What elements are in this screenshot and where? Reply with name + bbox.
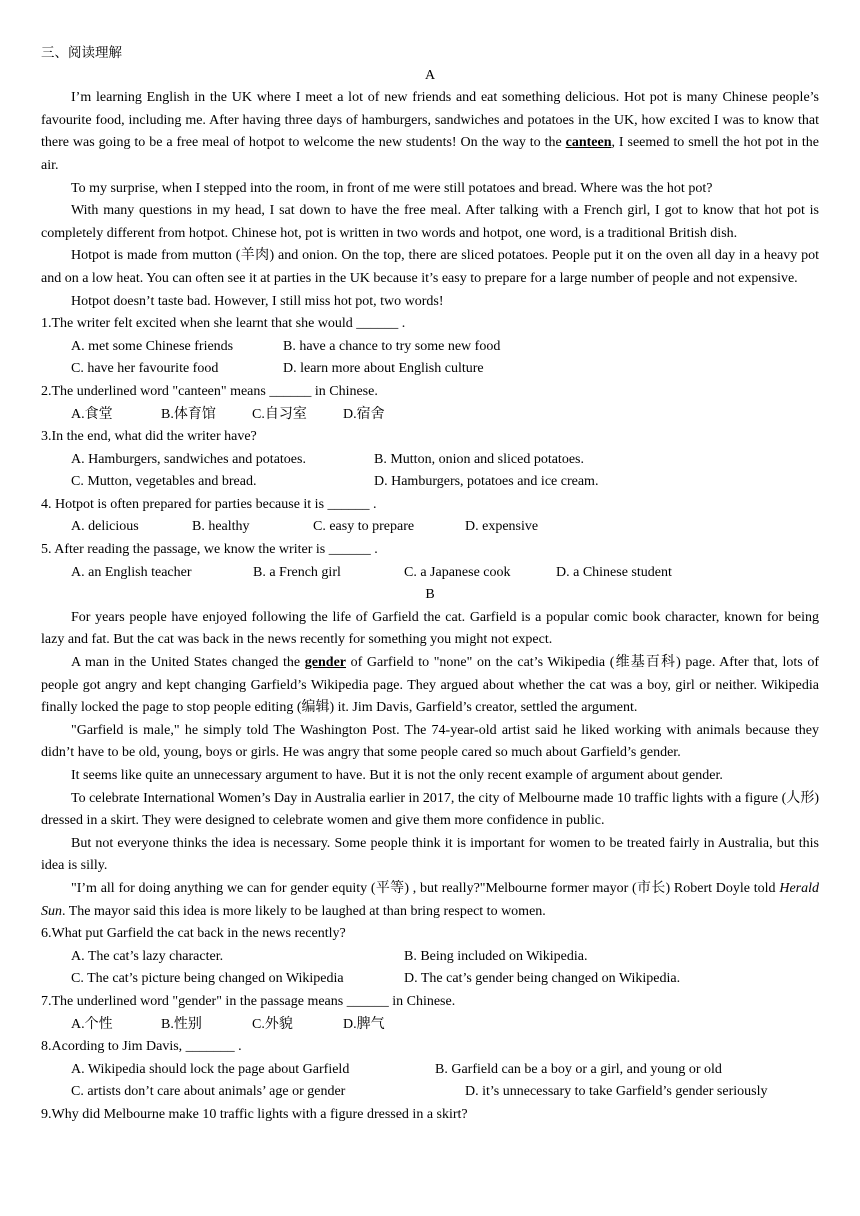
question-options: [41, 1059, 819, 1082]
option-b[interactable]: B. Being included on Wikipedia.: [404, 948, 588, 964]
question-stem: 9.Why did Melbourne make 10 traffic lights with a figure dressed in a skirt?: [41, 1106, 468, 1122]
passage-b-paragraph-2: A man in the United States changed the gender of Garfield to "none" on the cat’s Wikipedia (维基百科) page. After that, lots of people got angry and kept changing Garfield’s Wikipedia page. They argued about whether the cat was a boy, girl or neither. Wikipedia finally locked the page to stop people editing (编辑) it. Jim Davis, Garfield’s creator, settled the argument.: [41, 655, 819, 716]
option-d[interactable]: D.宿舍: [343, 406, 385, 422]
question-options: [41, 449, 819, 472]
option-b[interactable]: B.体育馆: [161, 406, 216, 422]
option-c[interactable]: C. easy to prepare: [313, 519, 415, 535]
option-d[interactable]: D. Hamburgers, potatoes and ice cream.: [374, 474, 599, 490]
question-options: [41, 404, 819, 427]
option-c[interactable]: C.外貌: [252, 1016, 293, 1032]
question-stem: 7.The underlined word "gender" in the passage means ______ in Chinese.: [41, 993, 456, 1009]
option-c[interactable]: C. Mutton, vegetables and bread.: [71, 474, 257, 490]
passage-a-paragraph-5: Hotpot doesn’t taste bad. However, I still miss hot pot, two words!: [71, 293, 444, 309]
question-options: [41, 1014, 819, 1037]
passage-a-paragraph-2: To my surprise, when I stepped into the room, in front of me were still potatoes and bread. Where was the hot pot?: [71, 180, 713, 196]
passage-b-paragraph-1: For years people have enjoyed following the life of Garfield the cat. Garfield is a popular comic book character, known for being lazy and fat. But the cat was back in the news recently for something you might not expect.: [41, 609, 819, 648]
newspaper-title: Herald Sun: [41, 880, 819, 919]
option-b[interactable]: B. Garfield can be a boy or a girl, and young or old: [435, 1061, 722, 1077]
question-options: [41, 946, 819, 969]
option-d[interactable]: D. expensive: [465, 519, 539, 535]
option-a[interactable]: A. an English teacher: [71, 564, 192, 580]
option-a[interactable]: A. delicious: [71, 519, 139, 535]
passage-b-paragraph-7: "I’m all for doing anything we can for gender equity (平等) , but really?"Melbourne former mayor (市长) Robert Doyle told Herald Sun. The mayor said this idea is more likely to be laughed at than bring respect to women.: [41, 880, 819, 919]
question-options: [41, 968, 819, 991]
passage-a-paragraph-3: With many questions in my head, I sat down to have the free meal. After talking with a French girl, I got to know that hot pot is completely different from hotpot. Chinese hot, pot is written in two words and hotpot, one word, is a traditional British dish.: [41, 203, 819, 241]
option-b[interactable]: B. a French girl: [253, 564, 341, 580]
option-b[interactable]: B. have a chance to try some new food: [283, 338, 501, 354]
passage-a-label: A: [424, 67, 436, 83]
question-options: [41, 1081, 819, 1104]
option-a[interactable]: A.食堂: [71, 406, 113, 422]
option-d[interactable]: D.脾气: [343, 1016, 385, 1032]
underlined-word-canteen: canteen: [565, 135, 612, 151]
section-title: 三、阅读理解: [41, 45, 122, 61]
passage-b-paragraph-3: "Garfield is male," he simply told The Washington Post. The 74-year-old artist said he liked working with animals because they didn’t have to be old, young, boys or girls. He was angry that some people cared so much about Garfield’s gender.: [41, 722, 819, 761]
option-c[interactable]: C. artists don’t care about animals’ age or gender: [71, 1084, 346, 1100]
question-stem: 6.What put Garfield the cat back in the news recently?: [41, 926, 346, 942]
option-a[interactable]: A. Hamburgers, sandwiches and potatoes.: [71, 451, 306, 467]
question-options: [41, 358, 819, 381]
passage-a-paragraph-4: Hotpot is made from mutton (羊肉) and onion. On the top, there are sliced potatoes. People put it on the oven all day in a heavy pot and on a low heat. You can often see it at parties in the UK because it’s easy to prepare for a large number of people and not expensive.: [41, 248, 819, 286]
option-c[interactable]: C.自习室: [252, 406, 307, 422]
option-a[interactable]: A.个性: [71, 1016, 113, 1032]
option-d[interactable]: D. The cat’s gender being changed on Wikipedia.: [404, 971, 681, 987]
option-c[interactable]: C. a Japanese cook: [404, 564, 511, 580]
passage-a-paragraph-1: I’m learning English in the UK where I meet a lot of new friends and eat something delicious. Hot pot is many Chinese people’s favourite food, including me. After having three days of hamburgers, sandwiches and potatoes in the UK, how excited I was to know that there was going to be a free meal of hotpot to welcome the new students! On the way to the canteen, I seemed to smell the hot pot in the air.: [41, 90, 819, 173]
passage-b-paragraph-5: To celebrate International Women’s Day in Australia earlier in 2017, the city of Melbourne made 10 traffic lights with a figure (人形) dressed in a skirt. They were designed to celebrate women and give them more confidence in public.: [41, 790, 819, 829]
option-c[interactable]: C. The cat’s picture being changed on Wikipedia: [71, 971, 344, 987]
worksheet: [41, 42, 819, 1127]
question-options: [41, 336, 819, 359]
question-options: [41, 516, 819, 539]
question-options: [41, 471, 819, 494]
option-a[interactable]: A. The cat’s lazy character.: [71, 948, 224, 964]
passage-b-paragraph-4: It seems like quite an unnecessary argument to have. But it is not the only recent example of argument about gender.: [71, 768, 723, 783]
question-stem: 1.The writer felt excited when she learnt that she would ______ .: [41, 316, 406, 332]
passage-b-label: B: [425, 587, 435, 603]
option-d[interactable]: D. it’s unnecessary to take Garfield’s gender seriously: [465, 1084, 768, 1100]
question-stem: 4. Hotpot is often prepared for parties because it is ______ .: [41, 496, 377, 512]
option-d[interactable]: D. a Chinese student: [556, 564, 672, 580]
option-c[interactable]: C. have her favourite food: [71, 361, 219, 377]
question-stem: 8.Acording to Jim Davis, _______ .: [41, 1039, 242, 1055]
option-a[interactable]: A. met some Chinese friends: [71, 338, 234, 354]
option-b[interactable]: B. healthy: [192, 519, 250, 535]
question-options: [41, 562, 819, 585]
question-stem: 2.The underlined word "canteen" means ______ in Chinese.: [41, 383, 378, 399]
underlined-word-gender: gender: [304, 655, 346, 671]
option-b[interactable]: B.性别: [161, 1016, 202, 1032]
question-stem: 5. After reading the passage, we know the writer is ______ .: [41, 542, 378, 558]
option-d[interactable]: D. learn more about English culture: [283, 361, 484, 377]
option-a[interactable]: A. Wikipedia should lock the page about Garfield: [71, 1061, 350, 1077]
option-b[interactable]: B. Mutton, onion and sliced potatoes.: [374, 451, 584, 467]
passage-b-paragraph-6: But not everyone thinks the idea is necessary. Some people think it is important for women to be treated fairly in Australia, but this idea is silly.: [41, 835, 819, 874]
question-stem: 3.In the end, what did the writer have?: [41, 429, 257, 445]
